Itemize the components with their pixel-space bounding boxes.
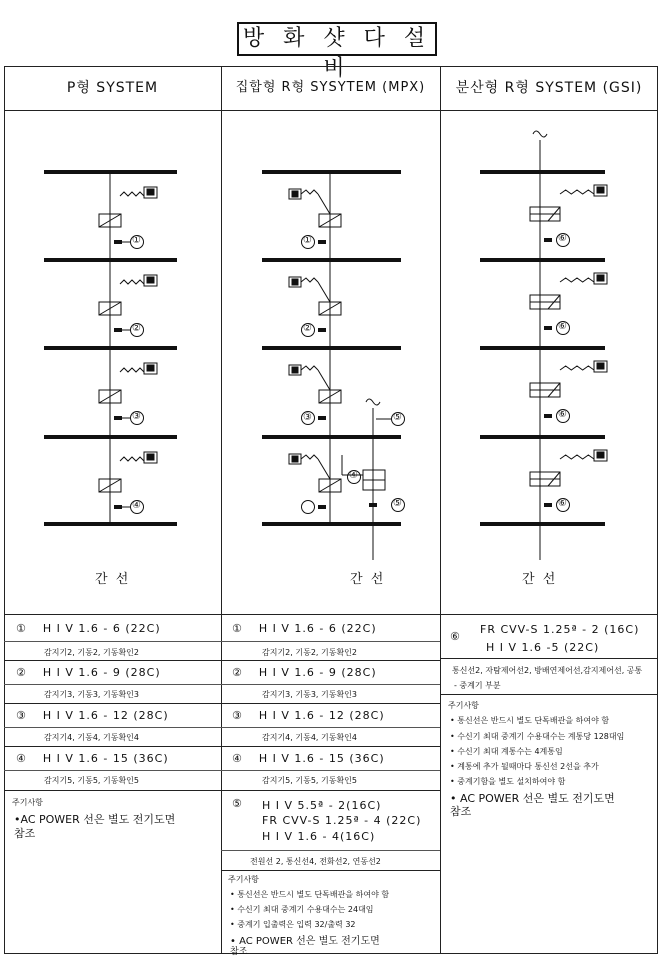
p-spec-row-3 <box>16 709 169 722</box>
row-divider <box>4 770 221 771</box>
conduit-marker <box>318 240 326 244</box>
row-divider <box>4 727 221 728</box>
floor-slab <box>480 346 605 350</box>
branch <box>318 459 330 479</box>
detector-wire <box>120 280 144 284</box>
gsi-note-3: • 수신기 최대 계통수는 4계통임 <box>450 747 563 756</box>
row-divider <box>4 790 221 791</box>
spec-number: ② <box>16 666 27 679</box>
detector-wire <box>301 278 318 282</box>
wire-number-circle <box>302 501 315 514</box>
floor-slab <box>262 170 401 174</box>
p-spec-desc-2: 감지기3, 기동3, 기동확인3 <box>44 690 139 699</box>
detector-head <box>597 275 604 281</box>
detector-wire <box>560 366 594 370</box>
row-divider <box>440 658 658 659</box>
detector-head <box>147 365 154 371</box>
p-spec-row-4 <box>16 752 169 765</box>
spec-wire: H I V 1.6 - 12 (28C) <box>258 709 385 722</box>
p-spec-desc-3: 감지기4, 기동4, 기동확인4 <box>44 733 139 742</box>
ac-tilde <box>366 399 380 405</box>
spec-wire: H I V 1.6 - 15 (36C) <box>42 752 169 765</box>
mpx-note-5: 참조 <box>230 947 248 957</box>
detector-head <box>147 454 154 460</box>
p-wire-label: ① <box>132 235 141 246</box>
row-divider <box>221 727 440 728</box>
mpx-spec-desc-2: 감지기3, 기동3, 기동확인3 <box>262 690 357 699</box>
trunk-label-gsi: 간 선 <box>522 572 558 587</box>
gsi-desc-1: 통신선2, 자탐제어선2, 방배연제어선,감지제어선, 공통 <box>452 666 643 675</box>
detector-head <box>147 189 154 195</box>
row-divider <box>221 870 440 871</box>
p-note-1: •AC POWER 선은 별도 전기도면 <box>14 813 176 826</box>
detector-head <box>292 456 298 462</box>
row-divider <box>4 684 221 685</box>
mpx-note-4: • AC POWER 선은 별도 전기도면 <box>230 936 380 947</box>
gsi-spec-number: ⑥ <box>450 630 461 643</box>
ac-tilde <box>533 131 547 137</box>
gsi-note-1: • 통신선은 반드시 별도 단독배관을 하여야 함 <box>450 716 610 725</box>
spec-wire: H I V 1.6 - 12 (28C) <box>42 709 169 722</box>
floor-slab <box>480 170 605 174</box>
floor-slab <box>480 258 605 262</box>
gsi-wire-label: ⑥ <box>558 321 567 332</box>
row-divider <box>4 660 221 661</box>
detector-wire <box>560 278 594 282</box>
branch <box>318 194 330 214</box>
detector-wire <box>560 190 594 194</box>
p-wire-label: ② <box>132 323 141 334</box>
spec-number: ④ <box>16 752 27 765</box>
detector-head <box>597 363 604 369</box>
mpx-note-1: • 통신선은 반드시 별도 단독배관을 하여야 함 <box>230 890 390 899</box>
spec-number: ① <box>16 622 27 635</box>
gsi-note-6: • AC POWER 선은 별도 전기도면 <box>450 792 615 805</box>
floor-slab <box>262 435 401 439</box>
conduit-marker <box>114 416 122 420</box>
p-system-riser <box>44 170 177 526</box>
detector-head <box>292 279 298 285</box>
mpx-spec5-line-3: H I V 1.6 - 4(16C) <box>262 830 376 843</box>
mpx-note-2: • 수신기 최대 중계기 수용대수는 24대임 <box>230 905 374 914</box>
p-notes-heading: 주기사항 <box>12 798 43 807</box>
detector-head <box>147 277 154 283</box>
conduit-marker <box>114 328 122 332</box>
detector-wire <box>301 455 318 459</box>
gsi-notes-heading: 주기사항 <box>448 701 479 710</box>
row-divider <box>221 703 440 704</box>
row-divider <box>4 641 221 642</box>
mpx-note-3: • 중계기 입출력은 입력 32/출력 32 <box>230 920 356 929</box>
p-spec-desc-1: 감지기2, 기동2, 기동확인2 <box>44 648 139 657</box>
mpx-wire-label: ① <box>303 235 312 246</box>
mpx-spec-desc-1: 감지기2, 기동2, 기동확인2 <box>262 648 357 657</box>
conduit-marker <box>544 414 552 418</box>
page-title: 방 화 샷 다 설 비 <box>237 22 437 56</box>
gsi-note-2: • 수신기 최대 중계기 수용대수는 계통당 128대임 <box>450 732 625 741</box>
spec-wire: H I V 1.6 - 9 (28C) <box>42 666 161 679</box>
mpx-spec5-line-1: H I V 5.5ª - 2(16C) <box>262 799 382 812</box>
p-spec-row-2 <box>16 666 161 679</box>
detector-wire <box>120 192 144 196</box>
detector-head <box>292 367 298 373</box>
spec-number: ① <box>232 622 243 635</box>
mpx-spec5-desc: 전원선 2, 통신선4, 전화선2, 연동선2 <box>250 857 381 866</box>
row-divider <box>4 703 221 704</box>
mpx-wire-label: ⑤ <box>393 412 402 423</box>
floor-slab <box>262 346 401 350</box>
mpx-wire-label: ④ <box>349 470 358 481</box>
detector-wire <box>301 190 318 194</box>
spec-number: ④ <box>232 752 243 765</box>
floor-slab <box>480 522 605 526</box>
detector-wire <box>301 366 318 370</box>
spec-number: ③ <box>16 709 27 722</box>
row-divider <box>221 684 440 685</box>
spec-wire: H I V 1.6 - 9 (28C) <box>258 666 377 679</box>
row-divider <box>440 694 658 695</box>
spec-number: ③ <box>232 709 243 722</box>
row-divider <box>221 770 440 771</box>
mpx-spec-row-3 <box>232 709 385 722</box>
gsi-system-riser <box>480 131 607 560</box>
header-p-system: P형 SYSTEM <box>66 80 159 96</box>
floor-slab <box>262 522 401 526</box>
mpx-wire-label: ② <box>303 323 312 334</box>
conduit-marker <box>544 326 552 330</box>
p-wire-label: ③ <box>132 411 141 422</box>
spec-wire: H I V 1.6 - 6 (22C) <box>42 622 161 635</box>
floor-slab <box>262 258 401 262</box>
spec-number: ② <box>232 666 243 679</box>
conduit-marker <box>318 505 326 509</box>
gsi-note-5: • 중계기함을 별도 설치하여야 함 <box>450 777 566 786</box>
mpx-spec-number-5: ⑤ <box>232 797 243 810</box>
mpx-notes-heading: 주기사항 <box>228 875 259 884</box>
header-mpx-system: 집합형 R형 SYSYTEM (MPX) <box>235 80 426 95</box>
detector-head <box>292 191 298 197</box>
detector-wire <box>120 457 144 461</box>
mpx-wire-label: ⑤ <box>393 498 402 509</box>
branch <box>318 282 330 302</box>
gsi-wire-label: ⑥ <box>558 233 567 244</box>
p-spec-row-1 <box>16 622 161 635</box>
gsi-wire-label: ⑥ <box>558 409 567 420</box>
conduit-marker <box>114 240 122 244</box>
row-divider <box>221 641 440 642</box>
floor-slab <box>480 435 605 439</box>
conduit-marker <box>544 238 552 242</box>
row-divider <box>221 660 440 661</box>
p-note-2: 참조 <box>14 827 36 840</box>
trunk-label-mpx: 간 선 <box>350 572 386 587</box>
mpx-spec-desc-4: 감지기5, 기동5, 기동확인5 <box>262 776 357 785</box>
detector-head <box>597 452 604 458</box>
header-gsi-system: 분산형 R형 SYSTEM (GSI) <box>455 80 643 96</box>
p-wire-label: ④ <box>132 500 141 511</box>
mpx-system-riser <box>262 170 405 560</box>
mpx-spec-row-2 <box>232 666 377 679</box>
gsi-wire-label: ⑥ <box>558 498 567 509</box>
gsi-note-7: 참조 <box>450 805 472 818</box>
spec-wire: H I V 1.6 - 15 (36C) <box>258 752 385 765</box>
mpx-wire-label: ③ <box>303 412 312 423</box>
row-divider <box>4 746 221 747</box>
row-divider <box>221 746 440 747</box>
row-divider <box>221 850 440 851</box>
mpx-spec-row-4 <box>232 752 385 765</box>
conduit-marker <box>369 503 377 507</box>
gsi-desc-2: - 중계기 부분 <box>454 681 501 690</box>
p-spec-desc-4: 감지기5, 기동5, 기동확인5 <box>44 776 139 785</box>
detector-wire <box>560 455 594 459</box>
mpx-spec-row-1 <box>232 622 377 635</box>
spec-wire: H I V 1.6 - 6 (22C) <box>258 622 377 635</box>
conduit-marker <box>318 416 326 420</box>
mpx-spec5-line-2: FR CVV-S 1.25ª - 4 (22C) <box>262 814 422 827</box>
mpx-spec-desc-3: 감지기4, 기동4, 기동확인4 <box>262 733 357 742</box>
detector-head <box>597 187 604 193</box>
gsi-spec-line-2: H I V 1.6 -5 (22C) <box>486 641 600 654</box>
gsi-note-4: • 계통에 추가 될때마다 통신선 2선을 추가 <box>450 762 599 771</box>
conduit-marker <box>318 328 326 332</box>
branch <box>318 370 330 390</box>
conduit-marker <box>544 503 552 507</box>
gsi-spec-line-1: FR CVV-S 1.25ª - 2 (16C) <box>480 623 640 636</box>
detector-wire <box>120 368 144 372</box>
conduit-marker <box>114 505 122 509</box>
trunk-label-p: 간 선 <box>95 572 131 587</box>
row-divider <box>221 790 440 791</box>
